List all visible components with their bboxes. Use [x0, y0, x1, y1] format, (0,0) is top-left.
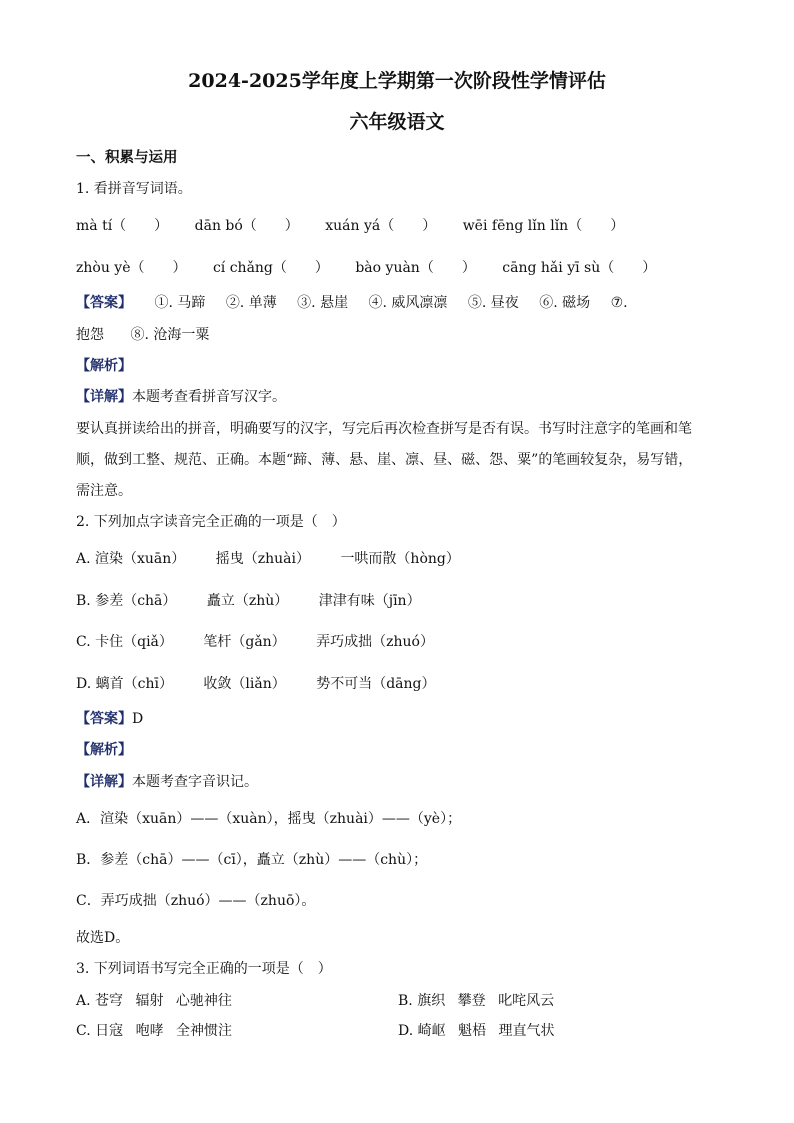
option-part: D. 崎岖: [398, 1023, 446, 1039]
option-c: [76, 1020, 232, 1040]
answer-item: ①. 马蹄: [154, 295, 206, 311]
option-part: 理直气状: [498, 1023, 555, 1039]
analysis-paragraph: 顺，做到工整、规范、正确。本题“蹄、薄、悬、崖、凛、昼、磁、怨、粟”的笔画较复杂，易写错，: [76, 452, 693, 468]
option-part: 势不可当（dāng）: [316, 676, 436, 692]
option-part: A. 渲染（xuān）: [76, 551, 186, 567]
option-d: [398, 1020, 555, 1040]
analysis-label: 【解析】: [76, 358, 132, 374]
pinyin-item: zhòu yè（ ）: [76, 260, 187, 276]
pinyin-row-2: [76, 257, 678, 277]
option-part: 全神惯注: [176, 1023, 233, 1039]
detail-text: 本题考查看拼音写汉字。: [132, 389, 286, 405]
answer-value: D: [132, 711, 144, 727]
answer-label: 【答案】: [76, 295, 132, 311]
option-d: [76, 673, 436, 693]
pinyin-item: cāng hǎi yī sù（ ）: [502, 260, 657, 276]
page-subtitle: 六年级语文: [349, 111, 445, 133]
pinyin-item: bào yuàn（ ）: [355, 260, 476, 276]
detail-label: 【详解】: [76, 389, 132, 405]
answer-item: ④. 威风凛凛: [368, 295, 448, 311]
option-part: A. 苍穹: [76, 993, 124, 1009]
answer-line: [76, 708, 143, 728]
option-part: B. 参差（chā）: [76, 593, 177, 609]
option-b: [398, 990, 554, 1010]
option-part: 津津有味（jīn）: [318, 593, 421, 609]
section-heading: 一、积累与运用: [76, 149, 178, 166]
pinyin-item: cí chǎng（ ）: [212, 260, 329, 276]
answer-line-2: [76, 324, 209, 344]
answer-line-1: [76, 292, 628, 312]
analysis-label: 【解析】: [76, 742, 132, 758]
detail-label: 【详解】: [76, 774, 132, 790]
option-c: [76, 631, 434, 651]
question-3-stem: 3. 下列词语书写完全正确的一项是（ ）: [76, 961, 332, 977]
option-a: [76, 548, 460, 568]
explanation-line: B．参差（chā）——（cī），矗立（zhù）——（chù）；: [76, 852, 428, 868]
answer-item: ⑦.: [610, 295, 628, 311]
option-part: C. 日寇: [76, 1023, 124, 1039]
conclusion: 故选D。: [76, 930, 130, 946]
pinyin-item: xuán yá（ ）: [325, 218, 437, 234]
detail-line: [76, 771, 258, 791]
option-part: 收敛（liǎn）: [203, 676, 286, 692]
option-part: 咆哮: [135, 1023, 164, 1039]
option-part: D. 螭首（chī）: [76, 676, 173, 692]
option-part: B. 旗织: [398, 993, 446, 1009]
answer-item: ②. 单薄: [225, 295, 277, 311]
option-b: [76, 590, 421, 610]
option-part: 一哄而散（hòng）: [340, 551, 460, 567]
option-a: [76, 990, 232, 1010]
explanation-line: A．渲染（xuān）——（xuàn），摇曳（zhuài）——（yè）；: [76, 811, 462, 827]
answer-item: ⑥. 磁场: [539, 295, 591, 311]
question-2-stem: 2. 下列加点字读音完全正确的一项是（ ）: [76, 514, 346, 530]
explanation-line: C．弄巧成拙（zhuó）——（zhuō）。: [76, 893, 316, 909]
answer-item: ⑧. 沧海一粟: [130, 327, 210, 343]
option-part: 辐射: [135, 993, 164, 1009]
option-part: C. 卡住（qiǎ）: [76, 634, 173, 650]
option-part: 弄巧成拙（zhuó）: [316, 634, 434, 650]
option-part: 叱咤风云: [498, 993, 555, 1009]
analysis-paragraph: 要认真拼读给出的拼音，明确要写的汉字，写完后再次检查拼写是否有误。书写时注意字的笔画和笔: [76, 421, 692, 437]
analysis-paragraph: 需注意。: [76, 483, 132, 499]
option-part: 矗立（zhù）: [206, 593, 289, 609]
pinyin-item: dān bó（ ）: [194, 218, 299, 234]
answer-label: 【答案】: [76, 711, 132, 727]
pinyin-row-1: [76, 215, 646, 235]
answer-item: ③. 悬崖: [297, 295, 349, 311]
answer-item: 抱怨: [76, 327, 104, 343]
option-part: 笔杆（gǎn）: [203, 634, 286, 650]
detail-line: [76, 386, 286, 406]
answer-item: ⑤. 昼夜: [467, 295, 519, 311]
pinyin-item: wēi fēng lǐn lǐn（ ）: [462, 218, 625, 234]
pinyin-item: mà tí（ ）: [76, 218, 169, 234]
detail-text: 本题考查字音识记。: [132, 774, 258, 790]
option-part: 攀登: [457, 993, 486, 1009]
page-title: 2024-2025学年度上学期第一次阶段性学情评估: [188, 70, 606, 92]
question-1-stem: 1. 看拼音写词语。: [76, 181, 192, 197]
option-part: 心驰神往: [175, 993, 232, 1009]
option-part: 摇曳（zhuài）: [215, 551, 310, 567]
option-part: 魁梧: [458, 1023, 487, 1039]
